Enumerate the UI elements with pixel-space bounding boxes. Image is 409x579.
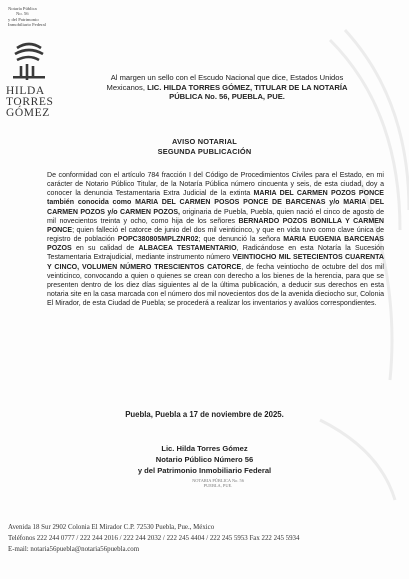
body-segment: originaria de Puebla, Puebla, quien nació el cinco de agosto de mil novecientos treinta y ocho, como hija de los señores [47, 208, 384, 225]
footer-email: E-mail: notaria56puebla@notaria56puebla.com [8, 546, 140, 553]
seal-line: PUEBLA, PUE. [203, 483, 233, 489]
logo-name-line: HILDA [6, 85, 45, 97]
body-segment-bold: MARIA DEL CARMEN POZOS PONCE también conocida como MARIA DEL CARMEN POSOS PONCE DE BARCENAS y/o MARIA DEL CARMEN POZOS y/o CARMEN POZOS, [47, 190, 384, 216]
body-segment: en su calidad de [71, 245, 139, 253]
notice-body [47, 171, 384, 308]
signature-title-2: y del Patrimonio Inmobiliario Federal [137, 466, 272, 475]
notice-subtitle: SEGUNDA PUBLICACIÓN [157, 147, 252, 156]
body-segment-bold: BERNARDO POZOS BONILLA Y CARMEN PONCE [47, 217, 385, 234]
intro-bold-line: PÚBLICA No. 56, PUEBLA, PUE. [169, 92, 285, 101]
body-segment-bold: VEINTIOCHO MIL SETECIENTOS CUARENTA Y CINCO, VOLUMEN NÚMERO TRESCIENTOS CATORCE [47, 254, 384, 271]
footer-phones: Teléfonos 222 244 0777 / 222 244 2016 / 222 244 2032 / 222 245 4404 / 222 245 5953 Fax 222 245 5934 [8, 535, 300, 542]
notary-logo-name [6, 86, 56, 119]
notary-header-text [8, 6, 60, 28]
footer-address: Avenida 18 Sur 2902 Colonia El Mirador C.P. 72530 Puebla, Pue., México [8, 524, 215, 531]
body-segment: De conformidad con el artículo 784 fracción I del Código de Procedimientos Civiles para el Estado, en mi carácter de Notario Público Titular, de la Notaría Pública número cincuenta y seis, de esta ciudad, doy a conocer la denuncia Testamentaria Extra Judicial de la extinta [47, 172, 384, 198]
logo-name-line: GÓMEZ [6, 107, 50, 119]
intro-text: Mexicanos, [106, 82, 148, 92]
body-segment-bold: ALBACEA TESTAMENTARIO [138, 245, 237, 253]
logo-line: No. 56 [16, 11, 29, 17]
date-line: Puebla, Puebla a 17 de noviembre de 2025. [125, 410, 284, 419]
logo-line: y del Patrimonio [8, 16, 39, 22]
body-segment-bold: MARIA EUGENIA BARCENAS POZOS [47, 236, 384, 253]
seal-line: NOTARIA PÚBLICA No. 56 [192, 478, 244, 483]
intro-line: Al margen un sello con el Escudo Nacional que dice, Estados Unidos [110, 73, 344, 82]
notice-title: AVISO NOTARIAL [172, 137, 237, 146]
body-segment-bold: POPC380805MPLZNR02 [117, 236, 199, 244]
body-segment: , de fecha veintiocho de octubre del dos mil veinticinco, convocando a quien o quienes se crean con derecho a los bienes de la herencia, para que se presenten dentro de los diez días siguientes al de la última publicación, a deducir sus derechos en esta notaria site en la casa marcada con el número dos mil novecientos dos de la avenida dieciocho sur, Colonia El Mirador, de esta Ciudad de Puebla; se procederá a realizar los inventarios y avalúos correspondientes. [47, 263, 384, 308]
body-segment: ; quien falleció el catorce de junio del dos mil veinticinco, y que en vida tuvo como clave única de registro de población [47, 226, 384, 244]
intro-bold: LIC. HILDA TORRES GÓMEZ, TITULAR DE LA NOTARÍA [147, 82, 348, 92]
body-segment: , Radicándose en esta Notaría la Sucesión Testamentaria Extrajudicial, mediante instrumento número [47, 245, 384, 262]
signature-name: Lic. Hilda Torres Gómez [161, 444, 248, 453]
logo-line: Inmobiliario Federal [8, 22, 46, 28]
signature-title: Notario Público Número 56 [155, 455, 254, 464]
logo-name-line: TORRES [6, 96, 54, 108]
seal-stamp [188, 478, 248, 489]
notary-logo-icon [11, 42, 47, 82]
body-segment: ; que denunció la señora [198, 236, 284, 244]
intro-line [82, 83, 372, 93]
intro-paragraph [82, 73, 372, 102]
logo-line: Notaría Pública [8, 6, 37, 11]
